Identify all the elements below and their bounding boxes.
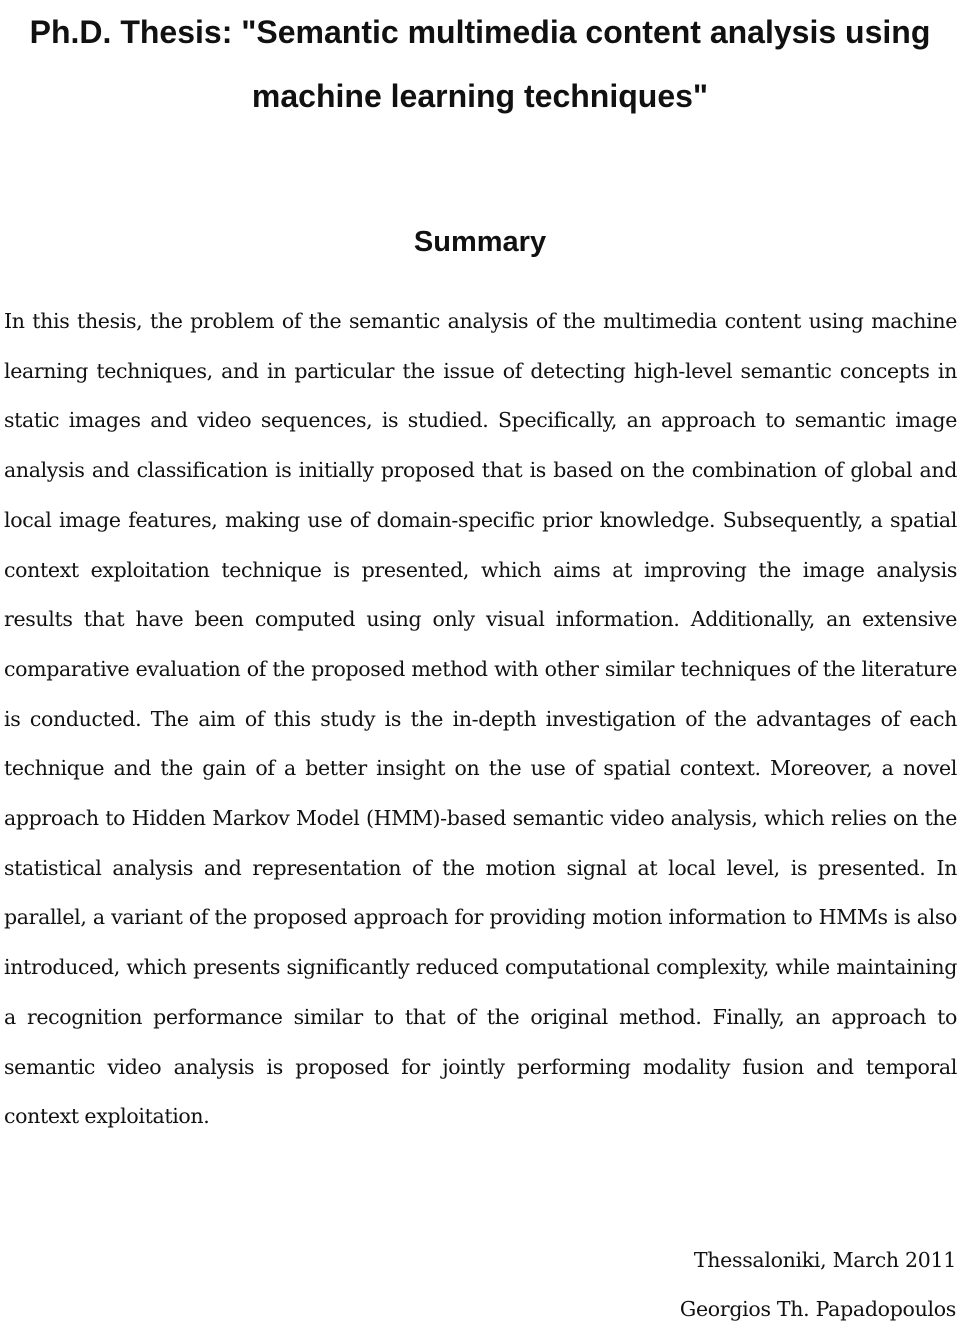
thesis-title-line-1: Ph.D. Thesis: "Semantic multimedia content analysis using [29, 14, 931, 50]
signature-block [456, 1236, 956, 1334]
place-date: Thessaloniki, March 2011 [693, 1248, 956, 1272]
thesis-title [0, 0, 960, 128]
author-name: Georgios Th. Papadopoulos [679, 1297, 956, 1321]
summary-paragraph: In this thesis, the problem of the semantic analysis of the multimedia content using machine learning techniques, and in particular the issue of detecting high-level semantic concepts in static images and video sequences, is studied. Specifically, an approach to semantic image analysis and classification is initially proposed that is based on the combination of global and local image features, making use of domain-specific prior knowledge. Subsequently, a spatial context exploitation technique is presented, which aims at improving the image analysis results that have been computed using only visual information. Additionally, an extensive comparative evaluation of the proposed method with other similar techniques of the literature is conducted. The aim of this study is the in-depth investigation of the advantages of each technique and the gain of a better insight on the use of spatial context. Moreover, a novel approach to Hidden Markov Model (HMM)-based semantic video analysis, which relies on the statistical analysis and representation of the motion signal at local level, is presented. In parallel, a variant of the proposed approach for providing motion information to HMMs is also introduced, which presents significantly reduced computational complexity, while maintaining a recognition performance similar to that of the original method. Finally, an approach to semantic video analysis is proposed for jointly performing modality fusion and temporal context exploitation. [4, 309, 957, 1129]
summary-heading: Summary [413, 226, 547, 258]
thesis-title-line-2: machine learning techniques" [251, 78, 709, 114]
